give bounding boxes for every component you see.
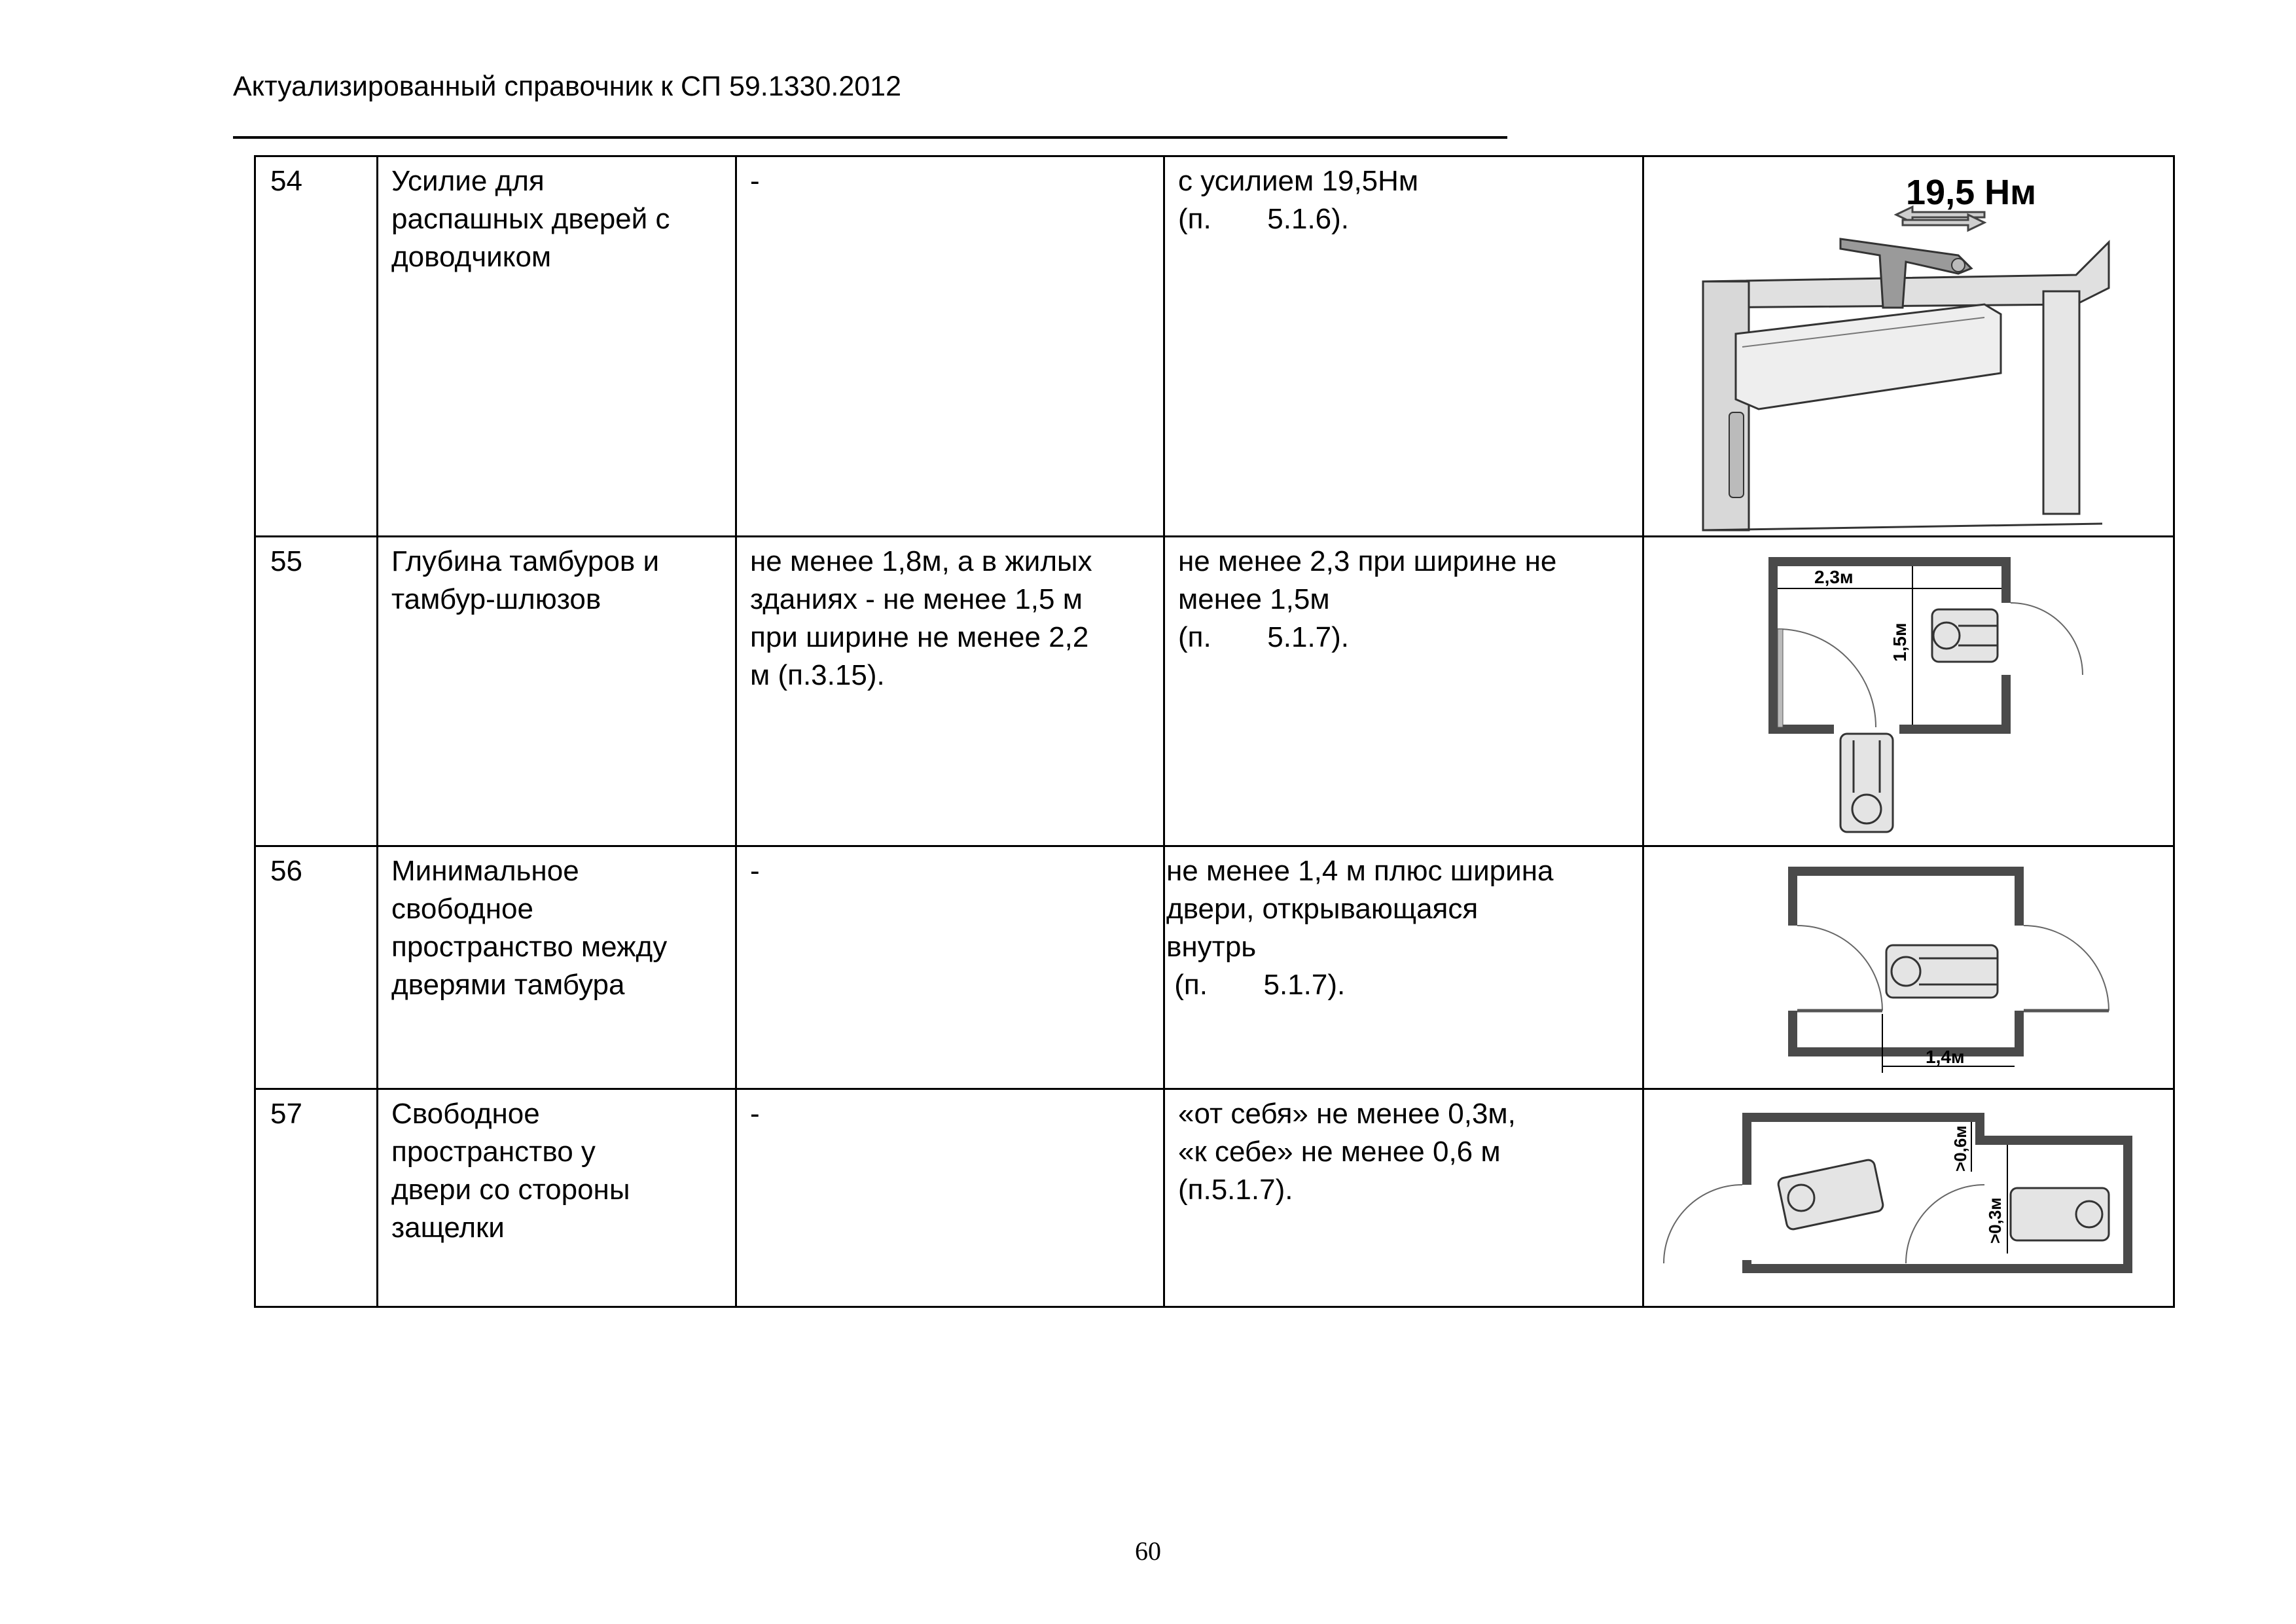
text-line: м (п.3.15).: [750, 659, 885, 691]
text-line: двери, открывающаяся: [1166, 893, 1479, 925]
depth-dimension-label: 1,5м: [1890, 623, 1910, 662]
door-swing-arc: [1797, 926, 1882, 1011]
door-swing-arc: [1778, 629, 1876, 727]
text-line: -: [750, 165, 760, 197]
door-swing-arc: [2011, 603, 2083, 675]
arm-pivot: [1952, 259, 1965, 272]
text-line: пространство между: [391, 931, 668, 963]
new-requirement-cell: [1164, 1089, 1643, 1307]
text-line: распашных дверей с: [391, 203, 670, 235]
old-requirement-cell: [736, 846, 1164, 1089]
figure-cell: [1643, 1089, 2174, 1307]
text-line: (п. 5.1.6).: [1178, 203, 1350, 235]
text-line: не менее 1,8м, а в жилых: [750, 545, 1092, 577]
text-line: Свободное: [391, 1098, 540, 1130]
parameter-name-cell: [378, 846, 736, 1089]
figure-cell: [1643, 537, 2174, 846]
text-line: защелки: [391, 1212, 505, 1244]
floor-line: [1703, 524, 2102, 530]
door-swing-arc: [1664, 1185, 1742, 1263]
text-line: Усилие для: [391, 165, 545, 197]
text-line: с усилием 19,5Нм: [1178, 165, 1419, 197]
text-line: тамбур-шлюзов: [391, 583, 601, 615]
document-header-title: Актуализированный справочник к СП 59.1330.2012: [233, 71, 901, 102]
text-line: менее 1,5м: [1178, 583, 1330, 615]
door-swing-arc: [2024, 926, 2109, 1011]
latch-side-clearance-plan: [1644, 1090, 2174, 1307]
text-line: пространство у: [391, 1136, 596, 1168]
text-line: не менее 1,4 м плюс ширина: [1166, 855, 1554, 887]
parameter-name-cell: [378, 537, 736, 846]
wheelchair-user-icon: [2011, 1188, 2109, 1240]
text-line: (п. 5.1.7).: [1166, 969, 1346, 1001]
parameter-name-cell: [378, 156, 736, 537]
new-requirement-cell: [1164, 537, 1643, 846]
text-line: не менее 2,3 при ширине не: [1178, 545, 1557, 577]
text-line: Минимальное: [391, 855, 579, 887]
text-line: Глубина тамбуров и: [391, 545, 660, 577]
text-line: (п.5.1.7).: [1178, 1174, 1293, 1206]
text-line: внутрь: [1166, 931, 1257, 963]
row-number: 57: [255, 1089, 378, 1307]
old-requirement-cell: [736, 1089, 1164, 1307]
header-divider: [233, 136, 1507, 139]
new-requirement-cell: [1164, 846, 1643, 1089]
frame-right-post: [2043, 291, 2079, 514]
wheelchair-user-icon: [1886, 945, 1998, 998]
text-line: (п. 5.1.7).: [1178, 621, 1350, 653]
row-number: 54: [255, 156, 378, 537]
text-line: «от себя» не менее 0,3м,: [1178, 1098, 1516, 1130]
figure-cell: [1643, 156, 2174, 537]
figure-cell: [1643, 846, 2174, 1089]
clearance-label-pull: >0,6м: [1950, 1125, 1970, 1172]
row-number: 55: [255, 537, 378, 846]
door-closer-illustration: [1644, 157, 2174, 537]
table-row: [255, 846, 2174, 1089]
new-requirement-cell: [1164, 156, 1643, 537]
text-line: «к себе» не менее 0,6 м: [1178, 1136, 1501, 1168]
text-line: дверями тамбура: [391, 969, 625, 1001]
page-number: 60: [1135, 1536, 1161, 1566]
door-hinge: [1729, 412, 1744, 497]
text-line: -: [750, 1098, 760, 1130]
text-line: доводчиком: [391, 241, 552, 273]
text-line: -: [750, 855, 760, 887]
requirements-table: [254, 155, 2175, 1308]
width-dimension-label: 2,3м: [1814, 567, 1854, 587]
clearance-label: 1,4м: [1926, 1047, 1965, 1067]
table-row: [255, 156, 2174, 537]
wheelchair-user-icon: [1777, 1159, 1884, 1230]
old-requirement-cell: [736, 156, 1164, 537]
row-number: 56: [255, 846, 378, 1089]
door-leaf: [1778, 629, 1783, 727]
old-requirement-cell: [736, 537, 1164, 846]
table-row: [255, 1089, 2174, 1307]
vestibule-space-plan: [1644, 847, 2174, 1089]
vestibule-depth-plan: [1644, 537, 2174, 846]
parameter-name-cell: [378, 1089, 736, 1307]
clearance-label-push: >0,3м: [1985, 1197, 2005, 1244]
text-line: свободное: [391, 893, 533, 925]
door-swing-arc: [1906, 1185, 1984, 1263]
text-line: зданиях - не менее 1,5 м: [750, 583, 1083, 615]
text-line: при ширине не менее 2,2: [750, 621, 1089, 653]
table-row: [255, 537, 2174, 846]
wheelchair-user-icon: [1932, 609, 1998, 662]
wheelchair-user-icon: [1840, 734, 1893, 832]
text-line: двери со стороны: [391, 1174, 630, 1206]
force-label: 19,5 Нм: [1906, 173, 2037, 212]
